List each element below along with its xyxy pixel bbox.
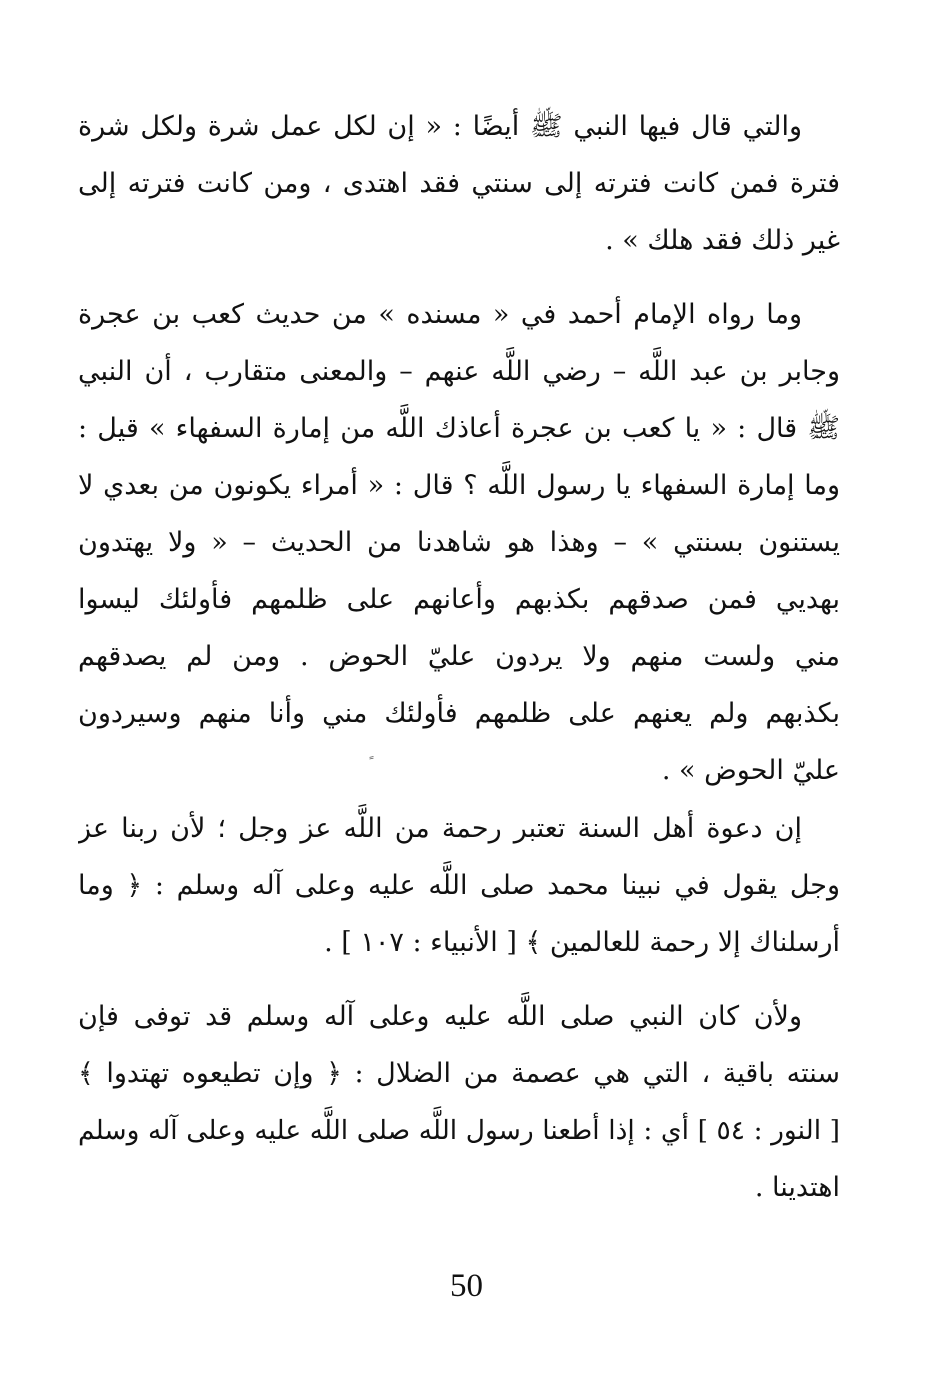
text-line: وجابر بن عبد اللَّه – رضي اللَّه عنهم – والمعنى متقارب ، أن النبي (78, 356, 840, 387)
text-line: بهديي فمن صدقهم بكذبهم وأعانهم على ظلمهم فأولئك ليسوا (78, 584, 840, 615)
paragraph-rahma (78, 800, 840, 971)
text-line: وجل يقول في نبينا محمد صلى اللَّه عليه وعلى آله وسلم : ﴿ وما (78, 870, 840, 901)
text-line: سنته باقية ، التي هي عصمة من الضلال : ﴿ وإن تطيعوه تهتدوا ﴾ (78, 1058, 840, 1089)
text-line: [ النور : ٥٤ ] أي : إذا أطعنا رسول اللَّه صلى اللَّه عليه وعلى آله وسلم (78, 1115, 840, 1146)
paragraph-sunna-baqiya (78, 988, 840, 1216)
text-line: يستنون بسنتي » – وهذا هو شاهدنا من الحديث – « ولا يهتدون (78, 527, 840, 558)
text-line: غير ذلك فقد هلك » . (605, 225, 840, 256)
text-line: وما رواه الإمام أحمد في « مسنده » من حديث كعب بن عجرة (78, 299, 802, 330)
paragraph-hadith-fatra (78, 98, 840, 269)
text-line: ولأن كان النبي صلى اللَّه عليه وعلى آله وسلم قد توفى فإن (78, 1001, 802, 1032)
text-line: والتي قال فيها النبي ﷺ أيضًا : « إن لكل عمل شرة ولكل شرة (78, 111, 802, 142)
page-number: 50 (450, 1268, 483, 1304)
text-line: مني ولست منهم ولا يردون عليّ الحوض . ومن لم يصدقهم (78, 641, 840, 672)
text-line: فترة فمن كانت فترته إلى سنتي فقد اهتدى ، ومن كانت فترته إلى (78, 168, 840, 199)
paragraph-hadith-kaab (78, 286, 840, 799)
text-line: عليّ الحوض » . (661, 755, 840, 786)
text-line: ﷺ قال : « يا كعب بن عجرة أعاذك اللَّه من إمارة السفهاء » قيل : (78, 413, 840, 444)
text-line: أرسلناك إلا رحمة للعالمين ﴾ [ الأنبياء : ١٠٧ ] . (324, 927, 840, 958)
text-line: اهتدينا . (754, 1172, 840, 1203)
text-line: إن دعوة أهل السنة تعتبر رحمة من اللَّه عز وجل ؛ لأن ربنا عز (78, 813, 802, 844)
text-line: بكذبهم ولم يعنهم على ظلمهم فأولئك مني وأنا منهم وسيردون (78, 698, 840, 729)
text-line: وما إمارة السفهاء يا رسول اللَّه ؟ قال : « أمراء يكونون من بعدي لا (78, 470, 840, 501)
